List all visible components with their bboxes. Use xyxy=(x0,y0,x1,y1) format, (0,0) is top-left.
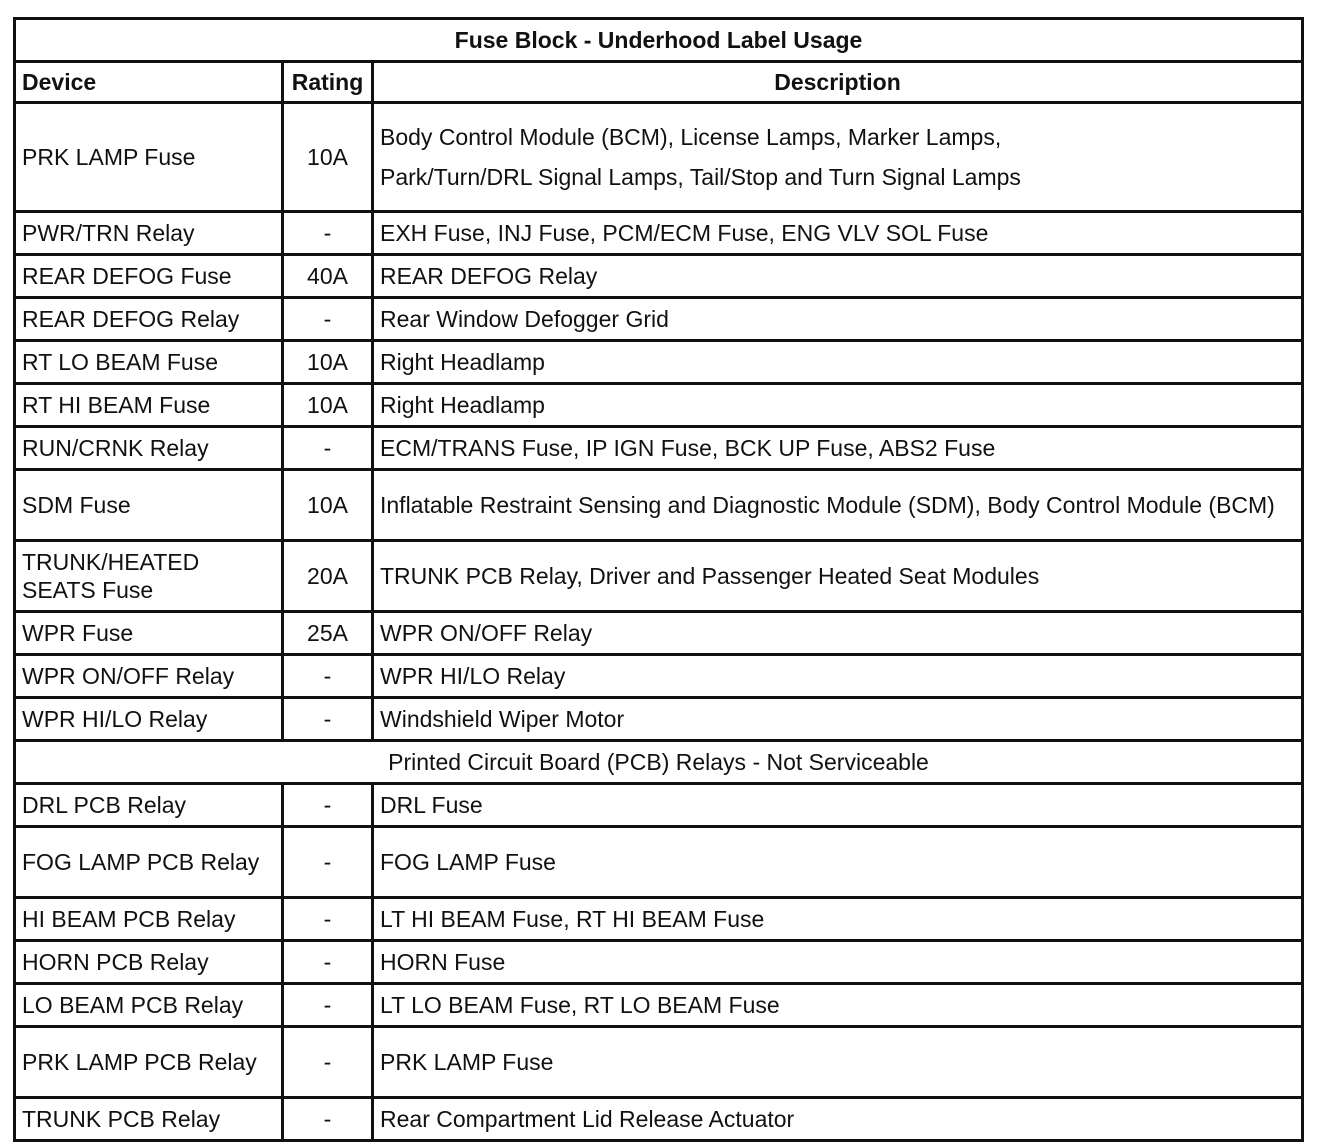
description-line-1: Body Control Module (BCM), License Lamps, Marker Lamps, xyxy=(380,124,1002,150)
table-row xyxy=(15,698,1303,741)
table-title: Fuse Block - Underhood Label Usage xyxy=(15,19,1303,62)
description-cell: REAR DEFOG Relay xyxy=(373,255,1303,298)
device-cell: LO BEAM PCB Relay xyxy=(15,984,283,1027)
description-cell: PRK LAMP Fuse xyxy=(373,1027,1303,1098)
table-row xyxy=(15,612,1303,655)
description-cell: Rear Compartment Lid Release Actuator xyxy=(373,1098,1303,1141)
description-cell: WPR ON/OFF Relay xyxy=(373,612,1303,655)
table-row xyxy=(15,784,1303,827)
device-cell: FOG LAMP PCB Relay xyxy=(15,827,283,898)
device-cell: REAR DEFOG Fuse xyxy=(15,255,283,298)
device-cell: PRK LAMP PCB Relay xyxy=(15,1027,283,1098)
rating-cell: - xyxy=(283,941,373,984)
device-cell: WPR Fuse xyxy=(15,612,283,655)
table-row xyxy=(15,298,1303,341)
rating-cell: - xyxy=(283,1098,373,1141)
rating-cell: - xyxy=(283,898,373,941)
description-cell: EXH Fuse, INJ Fuse, PCM/ECM Fuse, ENG VLV SOL Fuse xyxy=(373,212,1303,255)
table-row xyxy=(15,1027,1303,1098)
table-row xyxy=(15,984,1303,1027)
device-cell: HORN PCB Relay xyxy=(15,941,283,984)
description-cell: DRL Fuse xyxy=(373,784,1303,827)
description-cell: Inflatable Restraint Sensing and Diagnostic Module (SDM), Body Control Module (BCM) xyxy=(373,470,1303,541)
rating-cell: 20A xyxy=(283,541,373,612)
description-cell: Rear Window Defogger Grid xyxy=(373,298,1303,341)
table-row xyxy=(15,898,1303,941)
description-cell: TRUNK PCB Relay, Driver and Passenger Heated Seat Modules xyxy=(373,541,1303,612)
column-header-rating: Rating xyxy=(283,62,373,103)
rating-cell: - xyxy=(283,984,373,1027)
rating-cell: - xyxy=(283,298,373,341)
description-line-2: Park/Turn/DRL Signal Lamps, Tail/Stop and Turn Signal Lamps xyxy=(380,164,1021,190)
section-title: Printed Circuit Board (PCB) Relays - Not Serviceable xyxy=(15,741,1303,784)
table-row xyxy=(15,255,1303,298)
column-header-description: Description xyxy=(373,62,1303,103)
description-cell: ECM/TRANS Fuse, IP IGN Fuse, BCK UP Fuse, ABS2 Fuse xyxy=(373,427,1303,470)
device-cell: PWR/TRN Relay xyxy=(15,212,283,255)
description-cell: LT HI BEAM Fuse, RT HI BEAM Fuse xyxy=(373,898,1303,941)
rating-cell: - xyxy=(283,655,373,698)
description-cell: LT LO BEAM Fuse, RT LO BEAM Fuse xyxy=(373,984,1303,1027)
device-cell: WPR ON/OFF Relay xyxy=(15,655,283,698)
device-cell: RUN/CRNK Relay xyxy=(15,427,283,470)
rating-cell: - xyxy=(283,827,373,898)
table-row xyxy=(15,103,1303,212)
table-row xyxy=(15,1098,1303,1141)
table-row xyxy=(15,341,1303,384)
rating-cell: 10A xyxy=(283,470,373,541)
rating-cell: 25A xyxy=(283,612,373,655)
device-cell: TRUNK/HEATED SEATS Fuse xyxy=(15,541,283,612)
rating-cell: - xyxy=(283,1027,373,1098)
rating-cell: - xyxy=(283,698,373,741)
description-cell: WPR HI/LO Relay xyxy=(373,655,1303,698)
rating-cell: - xyxy=(283,427,373,470)
description-cell: FOG LAMP Fuse xyxy=(373,827,1303,898)
rating-cell: 10A xyxy=(283,103,373,212)
device-cell: RT HI BEAM Fuse xyxy=(15,384,283,427)
table-row xyxy=(15,470,1303,541)
device-cell: DRL PCB Relay xyxy=(15,784,283,827)
table-row xyxy=(15,541,1303,612)
description-cell: HORN Fuse xyxy=(373,941,1303,984)
device-cell: PRK LAMP Fuse xyxy=(15,103,283,212)
description-cell: Right Headlamp xyxy=(373,341,1303,384)
device-cell: REAR DEFOG Relay xyxy=(15,298,283,341)
device-cell: WPR HI/LO Relay xyxy=(15,698,283,741)
table-row xyxy=(15,827,1303,898)
description-cell: Windshield Wiper Motor xyxy=(373,698,1303,741)
table-row xyxy=(15,384,1303,427)
rating-cell: 10A xyxy=(283,341,373,384)
fuse-block-table xyxy=(13,17,1304,1142)
rating-cell: - xyxy=(283,784,373,827)
rating-cell: 40A xyxy=(283,255,373,298)
table-row xyxy=(15,427,1303,470)
column-header-device: Device xyxy=(15,62,283,103)
description-cell: Right Headlamp xyxy=(373,384,1303,427)
rating-cell: 10A xyxy=(283,384,373,427)
rating-cell: - xyxy=(283,212,373,255)
description-cell xyxy=(373,103,1303,212)
device-cell: RT LO BEAM Fuse xyxy=(15,341,283,384)
table-row xyxy=(15,212,1303,255)
table-row xyxy=(15,941,1303,984)
device-cell: SDM Fuse xyxy=(15,470,283,541)
device-cell: TRUNK PCB Relay xyxy=(15,1098,283,1141)
device-cell: HI BEAM PCB Relay xyxy=(15,898,283,941)
table-row xyxy=(15,655,1303,698)
section-header-row xyxy=(15,741,1303,784)
